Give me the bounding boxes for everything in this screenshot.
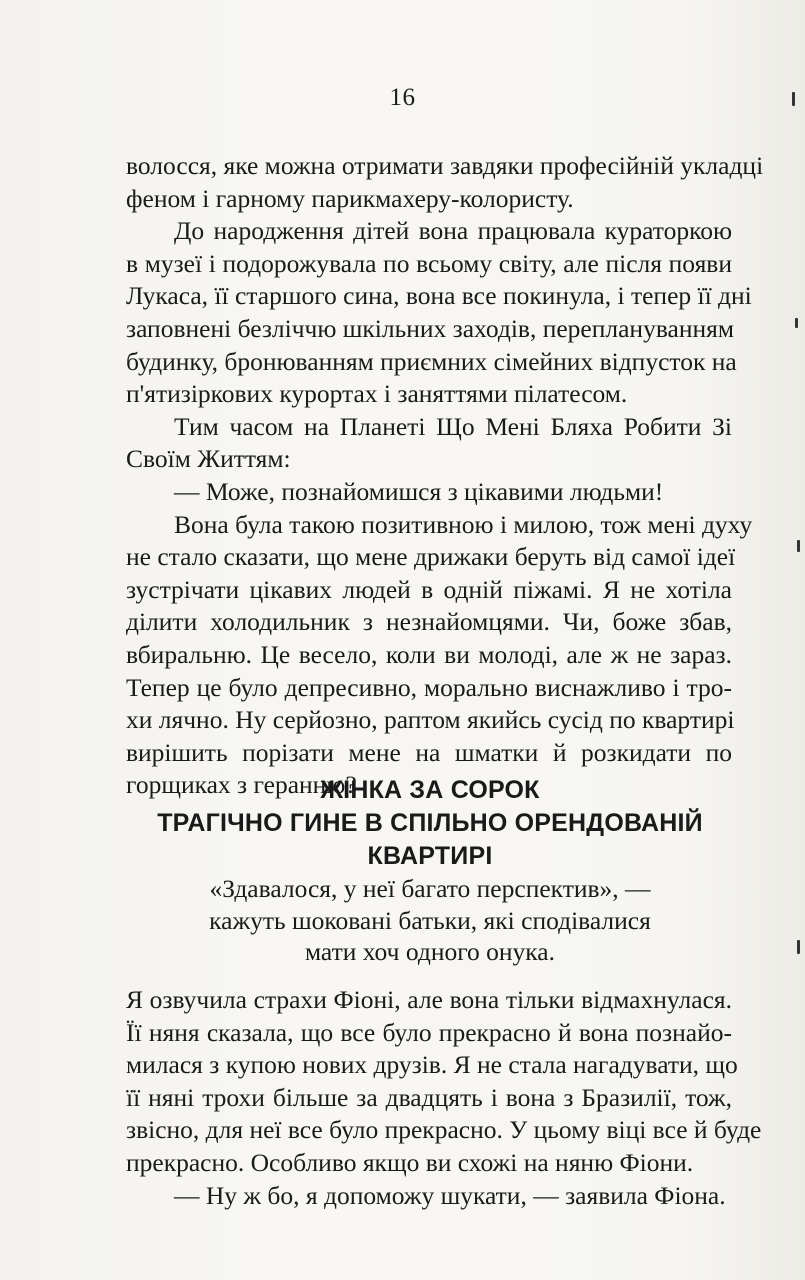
headline-line: ТРАГІЧНО ГИНЕ В СПІЛЬНО ОРЕНДОВАНІЙ [157, 809, 703, 837]
body-text-section-2 [126, 984, 762, 1212]
paragraph [126, 476, 732, 509]
text-line: звісно, для неї все було прекрасно. У цьому віці все й буде [126, 1115, 762, 1145]
subheading-line: «Здавалося, у неї багато перспектив», — [209, 874, 651, 903]
page-edge-mark [795, 318, 798, 328]
subheading-line: мати хоч одного онука. [304, 937, 556, 966]
text-line: в музеї і подорожувала по всьому світу, але після появи [126, 248, 732, 278]
text-line: прекрасно. Особливо якщо ви схожі на няню Фіони. [126, 1147, 694, 1177]
body-text-section-1 [126, 150, 764, 802]
text-line: Лукаса, її старшого сина, вона все покинула, і тепер її дні [126, 281, 752, 311]
page-edge-mark [797, 940, 800, 954]
text-line: волосся, яке можна отримати завдяки професійній укладці [126, 151, 764, 180]
text-line: будинку, бронюванням приємних сімейних відпусток на [126, 346, 737, 376]
text-line: п'ятизіркових курортах і заняттями пілатесом. [126, 379, 628, 409]
paragraph [126, 509, 753, 802]
text-line: — Ну ж бо, я допоможу шукати, — заявила Фіона. [174, 1180, 726, 1210]
page-number: 16 [389, 84, 416, 111]
text-line: вирішить порізати мене на шматки й розкидати по [126, 737, 732, 767]
text-line: зустрічати цікавих людей в одній піжамі. Я не хотіла [126, 574, 732, 604]
paragraph [126, 984, 762, 1180]
text-line: не стало сказати, що мене дрижаки беруть від самої ідеї [126, 542, 736, 572]
text-line: ділити холодильник з незнайомцями. Чи, боже збав, [126, 607, 732, 637]
headline-subheading [150, 873, 710, 968]
text-line: феном і гарному парикмахеру-колористу. [126, 183, 574, 213]
text-line: її няні трохи більше за двадцять і вона з Бразилії, тож, [126, 1082, 732, 1112]
text-line: Вона була такою позитивною і милою, тож мені духу [174, 509, 753, 539]
text-line: — Може, познайомишся з цікавими людьми! [174, 476, 664, 506]
text-line: милася з купою нових друзів. Я не стала нагадувати, що [126, 1050, 738, 1080]
text-line: Тепер це було депресивно, морально виснажливо і тро- [126, 672, 732, 702]
paragraph [126, 215, 752, 411]
text-line: Я озвучила страхи Фіоні, але вона тільки відмахнулася. [126, 985, 732, 1014]
headline-line: ЖІНКА ЗА СОРОК [320, 776, 540, 804]
subheading-line: кажуть шоковані батьки, які сподівалися [209, 905, 651, 935]
page-edge-mark [797, 540, 800, 552]
text-line: Її няня сказала, що все було прекрасно й вона познайо- [126, 1017, 732, 1047]
text-line: Тим часом на Планеті Що Мені Бляха Робити Зі [174, 411, 732, 441]
text-line: заповнені безліччю шкільних заходів, переплануванням [126, 313, 735, 343]
text-line: Своїм Життям: [126, 444, 291, 474]
text-line: хи лячно. Ну серйозно, раптом якийсь сусід по квартирі [126, 705, 735, 735]
paragraph [126, 150, 764, 215]
text-line: горщиках з геранню? [126, 770, 357, 800]
text-line: вбиральню. Це весело, коли ви молоді, але ж не зараз. [126, 639, 732, 669]
paragraph [126, 1180, 732, 1213]
headline-line: КВАРТИРІ [367, 842, 493, 870]
paragraph [126, 411, 732, 476]
text-line: До народження дітей вона працювала кураторкою [174, 216, 732, 246]
newspaper-headline [100, 774, 760, 873]
